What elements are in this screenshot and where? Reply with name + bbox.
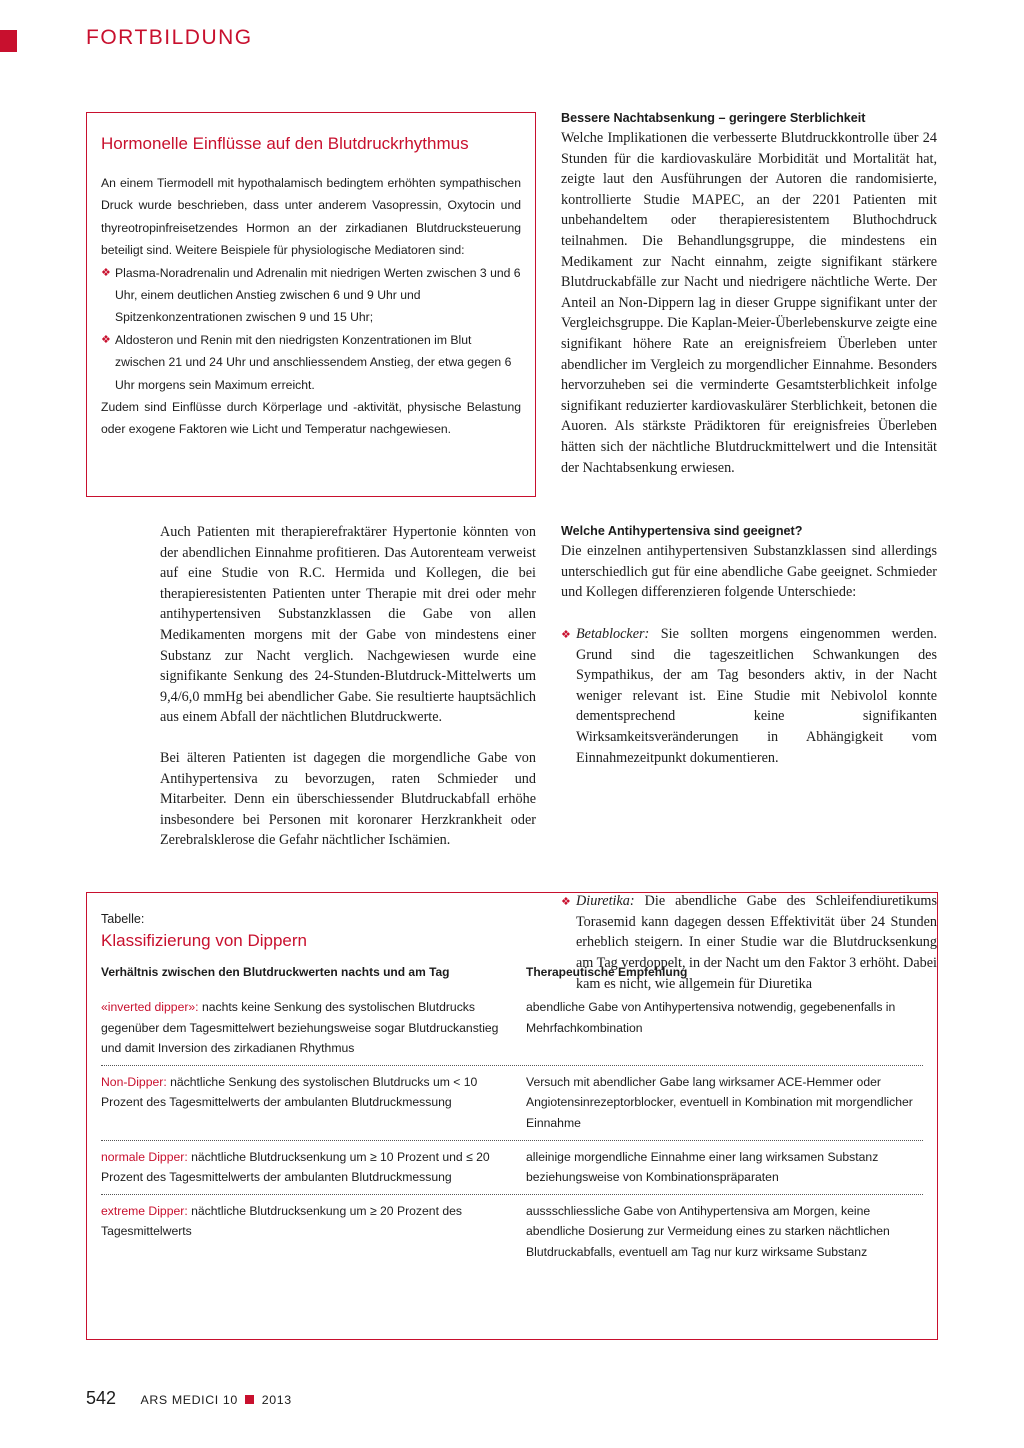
row-term: normale Dipper: xyxy=(101,1149,188,1164)
row-recommendation: aussschliessliche Gabe von Antihypertensiva am Morgen, keine abendliche Dosierung zur Vermeidung eines zu starken nächtlichen Blutdruckabfalls, eventuell am Tag nur kurz wirksame Substanz xyxy=(526,1203,890,1259)
right-paragraph-2: Die einzelnen antihypertensiven Substanzklassen sind allerdings unterschiedlich gut für eine abendliche Gabe geeignet. Schmieder und Kollegen differenzieren folgende Unterschiede: xyxy=(561,543,937,601)
table-label: Tabelle: xyxy=(101,912,145,926)
issue-year: 2013 xyxy=(261,1393,292,1407)
dipper-table-box xyxy=(86,892,938,1340)
infobox-intro: An einem Tiermodell mit hypothalamisch bedingtem erhöhten sympathischen Druck wurde beschrieben, dass unter anderem Vasopressin, Oxytocin und thyreotropinfreisetzendes Hormon an der zirkadianen Blutdrucksteuerung beteiligt sind. Weitere Beispiele für physiologische Mediatoren sind: xyxy=(101,176,521,258)
row-term: «inverted dipper»: xyxy=(101,1000,199,1014)
infobox-outro: Zudem sind Einflüsse durch Körperlage und -aktivität, physische Belastung oder exogene Faktoren wie Licht und Temperatur nachgewiesen. xyxy=(101,400,521,437)
page-footer xyxy=(86,1388,292,1409)
infobox-list-item: ❖ Plasma-Noradrenalin und Adrenalin mit niedrigen Werten zwischen 3 und 6 Uhr, einem deutlichen Anstieg zwischen 6 und 9 Uhr und Spitzenkonzentrationen zwischen 9 und 15 Uhr; xyxy=(101,262,521,329)
diamond-bullet-icon: ❖ xyxy=(101,333,111,346)
row-recommendation: Versuch mit abendlicher Gabe lang wirksamer ACE-Hemmer oder Angiotensinrezeptorblocker, eventuell in Kombination mit morgendlicher Einnahme xyxy=(526,1074,913,1130)
table-header-col1: Verhältnis zwischen den Blutdruckwerten nachts und am Tag xyxy=(101,965,450,979)
table-row xyxy=(101,1141,923,1195)
table-row xyxy=(101,991,923,1066)
list-item-betablocker: ❖ Betablocker: Sie sollten morgens eingenommen werden. Grund sind die tageszeitlichen Schwankungen des Sympathikus, der am Tag besonders aktiv, in der Nacht weniger relevant ist. Eine Studie mit Nebivolol konnte dementsprechend keine signifikanten Wirksamkeitsveränderungen in Abhängigkeit vom Einnahmezeitpunkt dokumentieren. xyxy=(561,626,937,766)
row-recommendation: alleinige morgendliche Einnahme einer lang wirksamen Substanz beziehungsweise von Kombinationspräparaten xyxy=(526,1149,879,1185)
diamond-bullet-icon: ❖ xyxy=(101,266,111,279)
page-number: 542 xyxy=(86,1388,117,1408)
infobox-title: Hormonelle Einflüsse auf den Blutdruckrhythmus xyxy=(101,134,469,153)
square-divider-icon xyxy=(245,1395,254,1404)
table-title: Klassifizierung von Dippern xyxy=(101,931,307,950)
journal-name: ARS MEDICI 10 xyxy=(140,1393,238,1407)
table-row xyxy=(101,1066,923,1141)
table-row xyxy=(101,1195,923,1269)
infobox-list-item: ❖ Aldosteron und Renin mit den niedrigsten Konzentrationen im Blut zwischen 21 und 24 Uhr und anschliessendem Anstieg, der etwa gegen 6 Uhr morgens sein Maximum erreicht. xyxy=(101,329,521,396)
row-description: nächtliche Blutdrucksenkung um ≥ 10 Prozent und ≤ 20 Prozent des Tagesmittelwerts der ambulanten Blutdruckmessung xyxy=(101,1149,490,1185)
row-description: nächtliche Blutdrucksenkung um ≥ 20 Prozent des Tagesmittelwerts xyxy=(101,1203,462,1239)
diamond-bullet-icon: ❖ xyxy=(561,896,571,909)
table-header-col2: Therapeutische Empfehlung xyxy=(526,965,688,979)
row-term: extreme Dipper: xyxy=(101,1203,188,1218)
section-heading-nachtabsenkung: Bessere Nachtabsenkung – geringere Sterblichkeit xyxy=(561,111,866,125)
row-description: nächtliche Senkung des systolischen Blutdrucks um < 10 Prozent des Tagesmittelwerts der ambulanten Blutdruckmessung xyxy=(101,1074,478,1110)
row-term: Non-Dipper: xyxy=(101,1074,167,1089)
table-header xyxy=(101,964,923,991)
hormone-infobox xyxy=(86,112,536,497)
row-description: nachts keine Senkung des systolischen Blutdrucks gegenüber dem Tagesmittelwert beziehungsweise sogar Blutdruckanstieg und damit Inversion des zirkadianen Rhythmus xyxy=(101,1000,499,1056)
section-title: FORTBILDUNG xyxy=(86,26,253,49)
row-recommendation: abendliche Gabe von Antihypertensiva notwendig, gegebenenfalls in Mehrfachkombination xyxy=(526,1000,896,1035)
left-paragraph-1: Auch Patienten mit therapierefraktärer Hypertonie könnten von der abendlichen Einnahme profitieren. Das Autorenteam verweist auf eine Studie von R.C. Hermida und Kollegen, die bei therapieresistenten Patienten unter Therapie mit drei oder mehr antihypertensiven Substanzklassen die Gabe von allen Medikamenten morgens mit der Gabe von mindestens einer Substanz zur Nacht verglich. Nachgewiesen wurde eine signifikante Senkung des 24-Stunden-Blutdruck-Mittelwerts um 9,4/6,0 mmHg bei abendlicher Gabe. Sie resultierte hauptsächlich aus einem Abfall der nächtlichen Blutdruckwerte. xyxy=(160,524,536,726)
section-heading-antihypertensiva: Welche Antihypertensiva sind geeignet? xyxy=(561,524,803,538)
infobox-list xyxy=(101,262,521,396)
diamond-bullet-icon: ❖ xyxy=(561,629,571,641)
right-paragraph-1: Welche Implikationen die verbesserte Blutdruckkontrolle über 24 Stunden für die kardiovaskuläre Morbidität und Mortalität hat, zeigte laut den Ausführungen der Autoren die randomisierte, kontrollierte Studie MAPEC, an der 2201 Patienten mit unbehandeltem oder therapieresistentem Bluthochdruck teilnahmen. Die Behandlungsgruppe, die mindestens ein Medikament zur Nacht einnahm, zeigte signifikant stärkere Blutdruckabfälle zur Nacht und niedrigere nächtliche Werte. Der Anteil an Non-Dippern lag in dieser Gruppe signifikant unter der Vergleichsgruppe. Die Kaplan-Meier-Überlebenskurve zeigte eine signifikant höhere Rate an ereignisfreiem Überleben unter abendlicher im Vergleich zu morgendlicher Einnahme. Besonders hervorzuheben sei die verminderte Gesamtsterblichkeit infolge signifikant reduzierter kardiovaskulärer Sterblichkeit, betonen die Auoren. Als stärkste Prädiktoren für ereignisfreies Überleben hätten sich der nächtliche Blutdruckmittelwert und die Intensität der Nachtabsenkung erwiesen. xyxy=(561,130,937,476)
list-item-diuretika: ❖ Diuretika: Die abendliche Gabe des Schleifendiuretikums Torasemid kann dagegen dessen Effektivität über 24 Stunden erheblich steigern. In einer Studie war die Blutdrucksenkung am Tag verdoppelt, in der Nacht um den Faktor 3 erhöht. Dabei kam es nicht, wie allgemein für Diuretika xyxy=(561,893,937,992)
section-marker xyxy=(0,30,17,52)
left-paragraph-2: Bei älteren Patienten ist dagegen die morgendliche Gabe von Antihypertensiva zu bevorzugen, raten Schmieder und Mitarbeiter. Denn ein überschiessender Blutdruckabfall erhöhe insbesondere bei Personen mit koronarer Herzkrankheit oder Zerebralsklerose die Gefahr nächtlicher Ischämien. xyxy=(160,750,536,849)
